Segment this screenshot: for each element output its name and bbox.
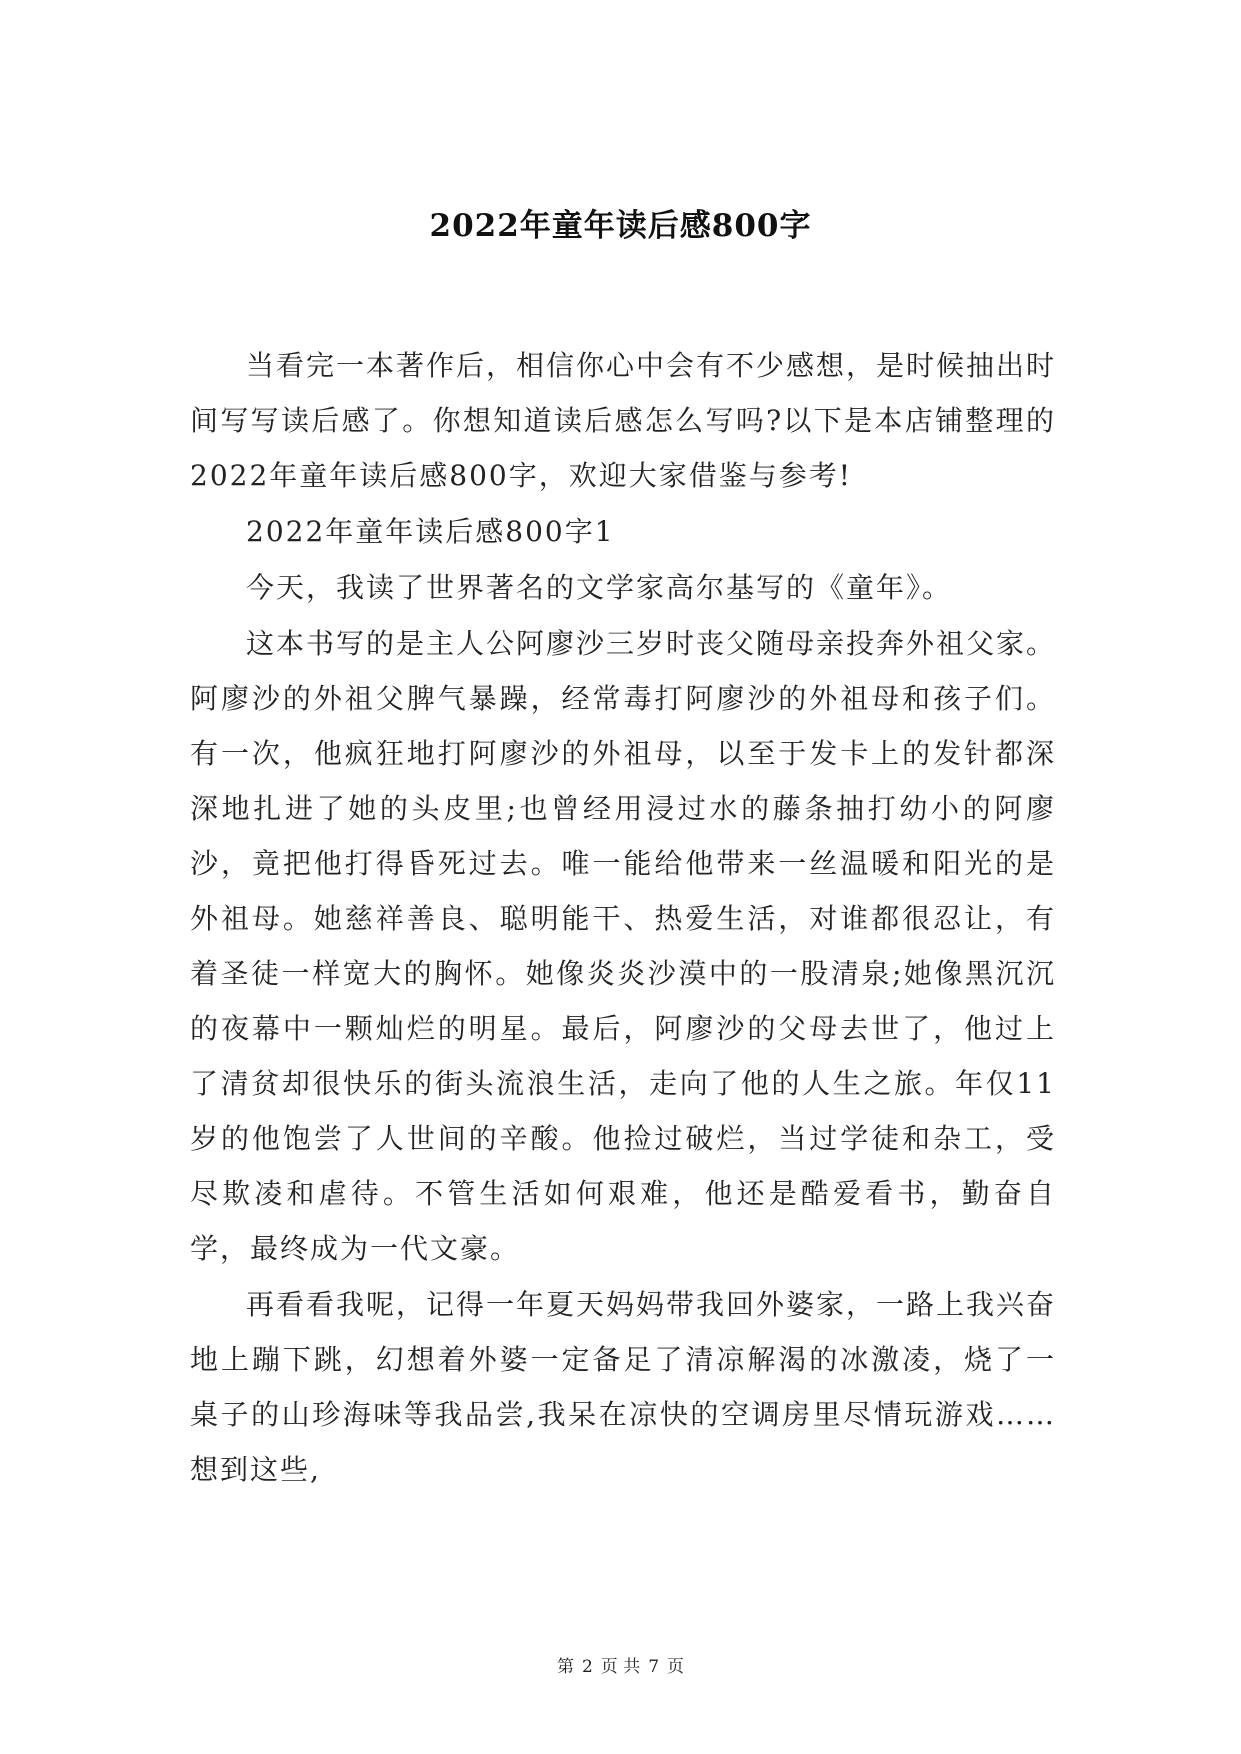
footer-suffix: 页	[667, 1657, 685, 1677]
paragraph-reflection: 再看看我呢，记得一年夏天妈妈带我回外婆家，一路上我兴奋地上蹦下跳，幻想着外婆一定备足了清凉解渴的冰激凌，烧了一桌子的山珍海味等我品尝,我呆在凉快的空调房里尽情玩游戏……想到这些,	[190, 1288, 1057, 1486]
paragraph-opening: 今天，我读了世界著名的文学家高尔基写的《童年》。	[246, 571, 953, 604]
footer-prefix: 第	[556, 1657, 574, 1677]
footer-middle: 页 共	[600, 1657, 641, 1677]
document-title: 2022年童年读后感800字	[429, 208, 812, 244]
paragraph-summary: 这本书写的是主人公阿廖沙三岁时丧父随母亲投奔外祖父家。阿廖沙的外祖父脾气暴躁，经常毒打阿廖沙的外祖母和孩子们。有一次，他疯狂地打阿廖沙的外祖母，以至于发卡上的发针都深深地扎进了她的头皮里;也曾经用浸过水的藤条抽打幼小的阿廖沙，竟把他打得昏死过去。唯一能给他带来一丝温暖和阳光的是外祖母。她慈祥善良、聪明能干、热爱生活，对谁都很忍让，有着圣徒一样宽大的胸怀。她像炎炎沙漠中的一股清泉;她像黑沉沉的夜幕中一颗灿烂的明星。最后，阿廖沙的父母去世了，他过上了清贫却很快乐的街头流浪生活，走向了他的人生之旅。年仅11岁的他饱尝了人世间的辛酸。他捡过破烂，当过学徒和杂工，受尽欺凌和虐待。不管生活如何艰难，他还是酷爱看书，勤奋自学，最终成为一代文豪。	[190, 627, 1057, 1265]
footer-current-page: 2	[581, 1657, 593, 1677]
page-footer	[0, 1652, 1241, 1677]
footer-total-pages: 7	[648, 1657, 660, 1677]
paragraph-intro: 当看完一本著作后，相信你心中会有不少感想，是时候抽出时间写写读后感了。你想知道读后感怎么写吗?以下是本店铺整理的2022年童年读后感800字，欢迎大家借鉴与参考!	[190, 349, 1057, 492]
document-body	[190, 338, 1056, 1498]
paragraph-section-heading: 2022年童年读后感800字1	[246, 515, 615, 548]
